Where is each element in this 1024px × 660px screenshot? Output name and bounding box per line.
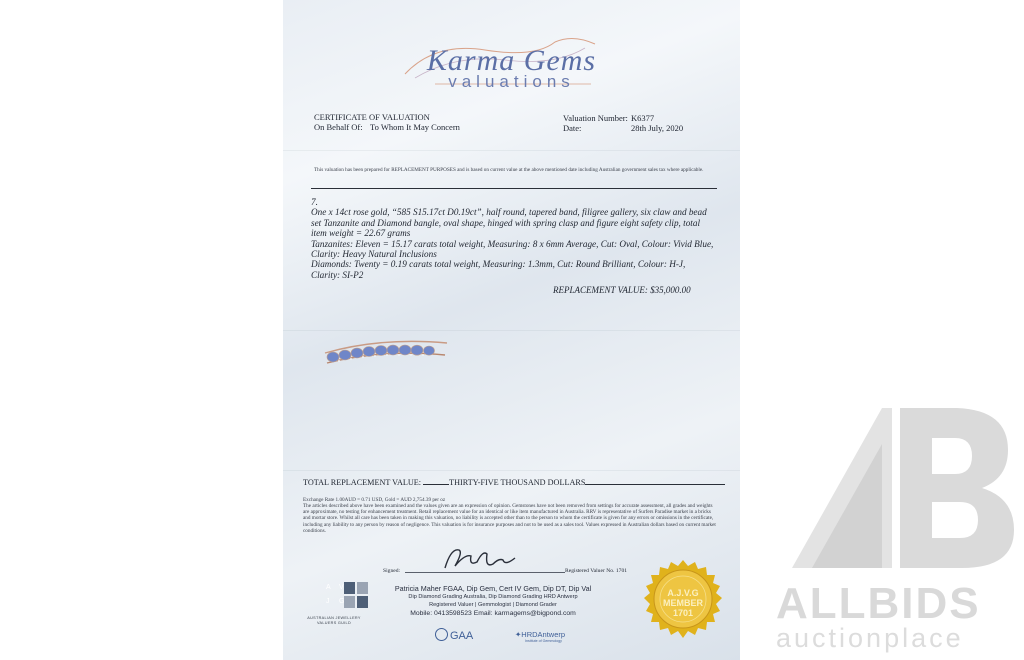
date-label: Date: [563, 123, 582, 133]
disclaimer-text: The articles described above have been examined and the values given are an expression of opinion. Gemstones have not been removed from settings for accurate assessment, all grades and weights are approximate, no testing for enhancement treatment. Retail replacement value for an identical or like item manufactured in Australia. RRV is representative of Surfers Paradise market in a bricks and mortar store. Whilst all care has been taken in making this valuation, no liability is accepted other than to the person to whom the certificate is given for any errors or omissions in the certificate, including any liability to any person by reason of negligence. This valuation is for insurance purposes and not to be used as a sales tool. Values expressed in Australian dollars based on current market conditions. [303, 503, 716, 534]
gaa-text: GAA [450, 630, 474, 642]
guild-letter-a: A [326, 584, 331, 591]
valuer-mobile: Mobile: 0413598523 [410, 610, 472, 617]
valuer-name: Patricia Maher FGAA, Dip Gem, Cert IV Gem, Dip DT, Dip Val [394, 584, 592, 593]
signed-label: Signed: [383, 568, 401, 574]
exchange-rate: Exchange Rate 1.00AUD = 0.71 USD, Gold = AUD 2,754.39 per oz [303, 497, 446, 503]
hrd-star-icon: ✦ [515, 630, 522, 639]
gaa-emblem-icon [435, 628, 448, 641]
hrd-sub-text: Institute of Gemmology [525, 639, 562, 643]
item-line-tanzanites: Tanzanites: Eleven = 15.17 carats total weight, Measuring: 8 x 6mm Average, Cut: Oval, Colour: Vivid Blue, Clarity: Heavy Natural Inclusions [311, 238, 714, 260]
valuation-certificate [283, 0, 740, 660]
total-trail-line [585, 477, 725, 485]
item-index: 7. [311, 197, 318, 207]
signature-line [405, 572, 565, 573]
avjg-grid-icon [344, 582, 368, 608]
valuation-number-value: K6377 [631, 113, 655, 123]
guild-letter-j: J [326, 598, 330, 605]
item-line-main: One x 14ct rose gold, “585 S15.17ct D0.19ct”, half round, tapered band, filigree gallery, six claw and bead set Tanzanite and Diamond bangle, oval shape, hinged with spring clasp and figure eight safety clip, total item weight = 22.67 grams [311, 207, 707, 239]
behalf-value: To Whom It May Concern [370, 122, 460, 132]
date-value: 28th July, 2020 [631, 123, 684, 133]
total-label: TOTAL REPLACEMENT VALUE: [303, 478, 422, 487]
hrd-logo [515, 630, 565, 643]
seal-member-text: MEMBER [663, 598, 703, 608]
allbids-brand-text: ALLBIDS [776, 579, 981, 628]
hrd-text: HRDAntwerp [521, 630, 566, 639]
item-line-diamonds: Diamonds: Twenty = 0.19 carats total weight, Measuring: 1.3mm, Cut: Round Brilliant, Colour: H-J, Clarity: SI-P2 [311, 259, 686, 280]
seal-top-text: A.J.V.G [667, 588, 699, 598]
total-value: THIRTY-FIVE THOUSAND DOLLARS [449, 478, 586, 487]
valuer-diplomas: Dip Diamond Grading Australia, Dip Diamond Grading HRD Antwerp [408, 594, 578, 600]
item-description [311, 197, 715, 280]
total-replacement-row [303, 477, 725, 487]
gaa-logo [435, 628, 473, 642]
allbids-watermark [772, 398, 1016, 653]
replacement-value: REPLACEMENT VALUE: $35,000.00 [553, 285, 691, 295]
logo-sub-text: valuations [448, 72, 575, 91]
guild-letter-g: G [339, 598, 345, 605]
certificate-title: CERTIFICATE OF VALUATION [314, 112, 430, 122]
purpose-statement: This valuation has been prepared for REPLACEMENT PURPOSES and is based on current value at the above mentioned date including Australian government sales tax where applicable. [314, 167, 704, 173]
valuation-number-label: Valuation Number: [563, 113, 628, 123]
total-blank-line [423, 477, 449, 485]
allbids-sub-text: auctionplace [776, 623, 964, 653]
valuer-roles: Registered Valuer | Gemmologist | Diamond Grader [429, 602, 557, 608]
guild-logo [301, 582, 367, 625]
seal-text [640, 588, 726, 618]
allbids-logo-icon [772, 398, 1016, 578]
seal-number-text: 1701 [672, 608, 694, 618]
divider [311, 188, 717, 189]
behalf-label: On Behalf Of: [314, 122, 363, 132]
valuer-email: Email: karmagems@bigpond.com [473, 610, 576, 617]
bangle-image [321, 335, 451, 375]
registered-valuer-label: Registered Valuer No. 1701 [565, 568, 628, 574]
valuer-credentials [393, 584, 593, 618]
handwritten-signature [441, 544, 519, 572]
logo-script-text: Karma Gems [426, 44, 597, 77]
guild-text: AUSTRALIAN JEWELLERY VALUERS GUILD [307, 616, 361, 625]
guild-letter-v: V [339, 584, 344, 591]
